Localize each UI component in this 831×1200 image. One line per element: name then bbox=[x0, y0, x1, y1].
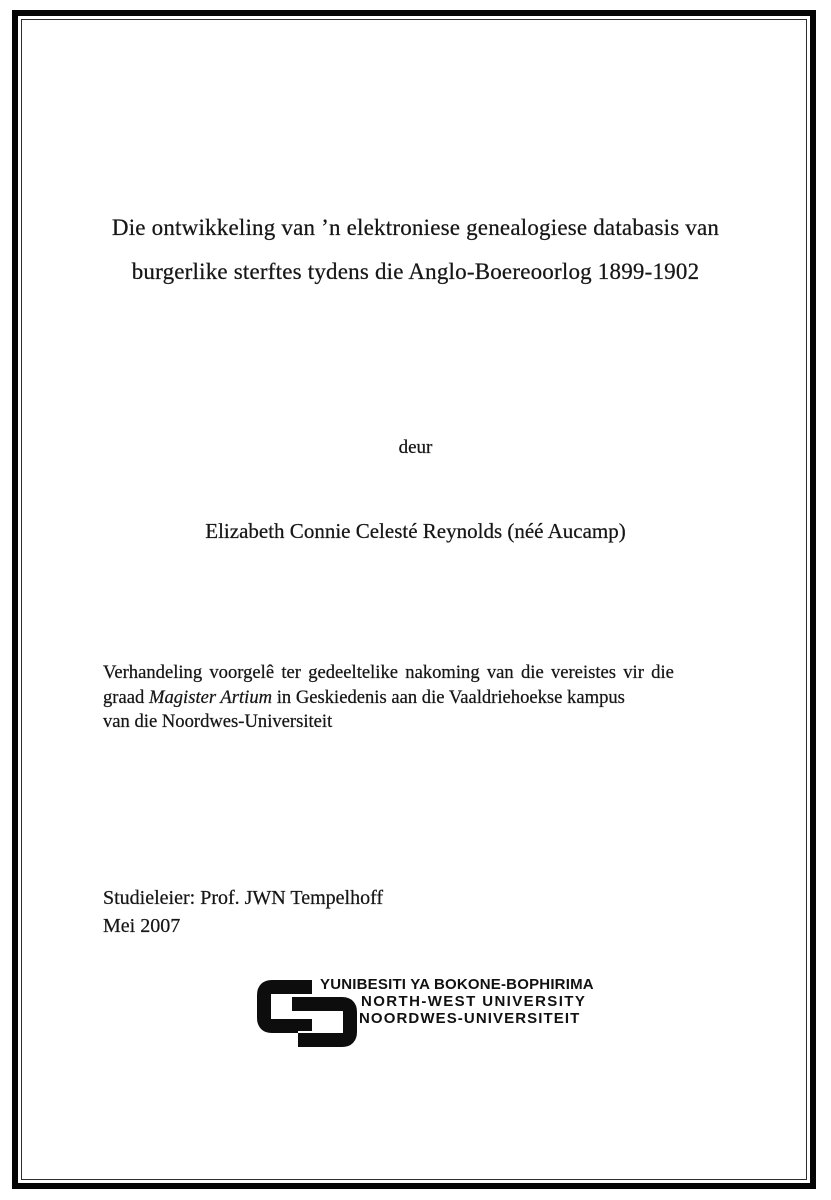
statement-line-1: Verhandeling voorgelê ter gedeeltelike nakoming van die vereistes vir die bbox=[103, 662, 674, 683]
statement-line-3: van die Noordwes-Universiteit bbox=[103, 711, 333, 732]
logo-wordmark-afrikaans: NOORDWES-UNIVERSITEIT bbox=[359, 1010, 581, 1027]
supervisor-line: Studieleier: Prof. JWN Tempelhoff bbox=[103, 887, 384, 909]
date-line: Mei 2007 bbox=[103, 915, 181, 937]
thesis-title-line-2: burgerlike sterftes tydens die Anglo-Boereoorlog 1899-1902 bbox=[131, 259, 700, 284]
logo-wordmark-english: NORTH-WEST UNIVERSITY bbox=[361, 993, 587, 1010]
supervisor-date-block bbox=[103, 884, 383, 940]
thesis-title-line-1: Die ontwikkeling van ’n elektroniese genealogiese databasis van bbox=[111, 215, 720, 240]
byline-deur: deur bbox=[398, 437, 433, 458]
author-name: Elizabeth Connie Celesté Reynolds (néé Aucamp) bbox=[205, 519, 626, 543]
statement-line-2 bbox=[103, 686, 731, 711]
logo-wordmark-setswana: YUNIBESITI YA BOKONE-BOPHIRIMA bbox=[320, 976, 594, 993]
statement-line-2-pre: graad bbox=[103, 686, 149, 708]
university-logo bbox=[254, 968, 594, 1058]
statement-line-2-post: in Geskiedenis aan die Vaaldriehoekse kampus bbox=[272, 686, 625, 708]
submission-statement bbox=[103, 661, 731, 735]
degree-name-italic: Magister Artium bbox=[148, 686, 273, 708]
